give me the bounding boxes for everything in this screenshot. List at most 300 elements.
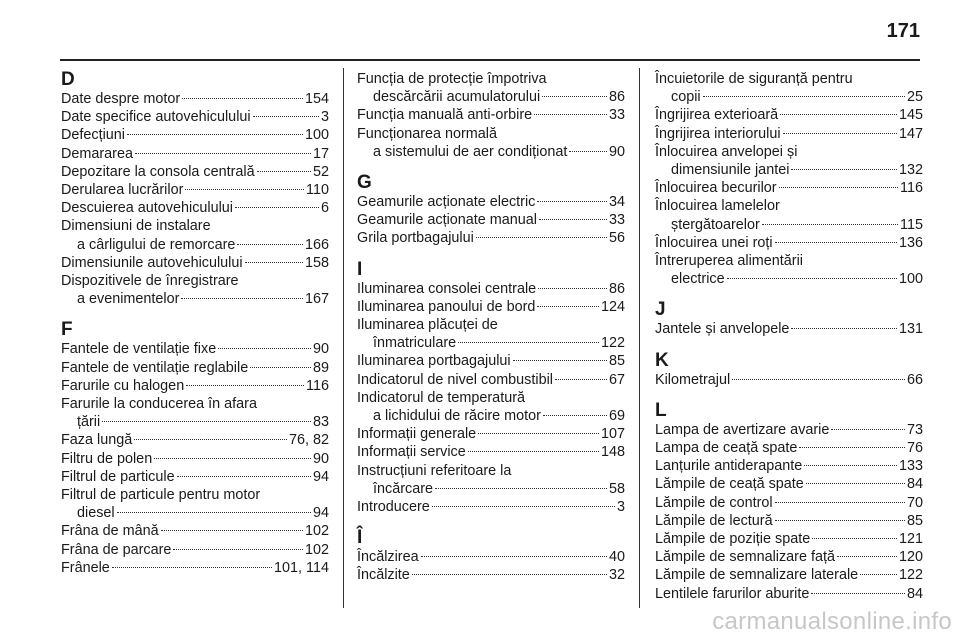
index-entry [61, 90, 329, 108]
index-entry [655, 70, 923, 106]
entry-page: 100 [304, 127, 329, 144]
entry-page: 76, 82 [288, 432, 329, 449]
entry-line [655, 106, 923, 124]
entry-page: 67 [608, 371, 625, 388]
index-entry [357, 298, 625, 316]
dot-leader [762, 224, 898, 225]
entry-line [655, 494, 923, 512]
entry-page: 90 [312, 341, 329, 358]
dot-leader [804, 465, 897, 466]
dot-leader [421, 556, 607, 557]
section-letter: K [655, 349, 669, 371]
entry-text: Farurile cu halogen [61, 377, 185, 394]
entry-text: a lichidului de răcire motor [373, 408, 541, 425]
entry-page: 90 [312, 450, 329, 467]
dot-leader [791, 169, 897, 170]
entry-text: ștergătoarelor [671, 216, 760, 233]
entry-page: 94 [312, 505, 329, 522]
entry-page: 124 [600, 298, 625, 315]
index-entry [357, 566, 625, 584]
entry-page: 133 [898, 458, 923, 475]
dot-leader [245, 262, 303, 263]
index-entry [61, 431, 329, 449]
entry-page: 122 [600, 335, 625, 352]
dot-leader [799, 447, 905, 448]
index-entry [61, 181, 329, 199]
dot-leader [253, 116, 319, 117]
entry-text: Îngrijirea interiorului [655, 125, 781, 142]
entry-line [655, 234, 923, 252]
index-entry [357, 211, 625, 229]
index-entry [655, 530, 923, 548]
entry-line [357, 443, 625, 461]
entry-page: 115 [900, 216, 923, 233]
entry-text: a cârligului de remorcare [77, 236, 236, 253]
index-entry [61, 254, 329, 272]
entry-line [61, 181, 329, 199]
entry-line-wrap [357, 316, 625, 334]
index-section [655, 300, 923, 338]
entry-text: Introducere [357, 499, 430, 516]
entry-line-wrap [61, 395, 329, 413]
entry-page: 101, 114 [274, 559, 329, 576]
entry-page: 154 [304, 91, 329, 107]
index-entry [655, 421, 923, 439]
index-entry [655, 143, 923, 179]
entry-text: Informații generale [357, 426, 477, 443]
dot-leader [569, 151, 607, 152]
index-entry [61, 359, 329, 377]
dot-leader [135, 153, 311, 154]
entry-line [357, 143, 625, 161]
dot-leader [435, 488, 607, 489]
index-entry [61, 163, 329, 181]
dot-leader [543, 415, 607, 416]
entry-line [357, 352, 625, 370]
entry-text: Indicatorul de nivel combustibil [357, 371, 553, 388]
dot-leader [534, 114, 607, 115]
index-entry [357, 498, 625, 516]
entry-page: 122 [898, 567, 923, 584]
index-entry [61, 486, 329, 522]
entry-text: Filtrul de particule pentru motor [61, 487, 261, 504]
entry-line [61, 541, 329, 559]
entry-page: 6 [320, 200, 329, 217]
index-section [357, 528, 625, 584]
index-entry [655, 566, 923, 584]
entry-page: 25 [906, 89, 923, 106]
index-entry [655, 371, 923, 389]
entry-line [61, 522, 329, 540]
dot-leader [812, 538, 897, 539]
entry-page: 116 [900, 180, 923, 197]
index-entry [357, 462, 625, 498]
entry-text: țării [77, 414, 101, 431]
entry-line-wrap [357, 125, 625, 143]
entry-line [61, 504, 329, 522]
entry-line [357, 229, 625, 247]
dot-leader [182, 98, 303, 99]
entry-page: 145 [898, 107, 923, 124]
entry-text: Frâna de parcare [61, 541, 172, 558]
dot-leader [186, 385, 304, 386]
entry-page: 32 [608, 567, 625, 584]
entry-line-wrap [61, 486, 329, 504]
dot-leader [112, 567, 272, 568]
entry-text: diesel [77, 505, 115, 522]
entry-text: Înlocuirea lamelelor [655, 198, 780, 215]
entry-line [61, 126, 329, 144]
entry-text: Iluminarea plăcuței de [357, 317, 498, 334]
entry-line [655, 457, 923, 475]
entry-text: Farurile la conducerea în afara [61, 396, 257, 413]
dot-leader [727, 278, 897, 279]
dot-leader [791, 328, 897, 329]
entry-text: copii [671, 89, 701, 106]
entry-text: Funcția de protecție împotriva [357, 71, 547, 87]
index-entry [655, 125, 923, 143]
entry-line [357, 425, 625, 443]
entry-line [357, 566, 625, 584]
entry-line-wrap [655, 70, 923, 88]
entry-page: 166 [304, 236, 329, 253]
dot-leader [538, 288, 607, 289]
entry-text: Întreruperea alimentării [655, 253, 803, 270]
entry-page: 121 [898, 531, 923, 548]
entry-line [357, 371, 625, 389]
entry-text: Lămpile de ceață spate [655, 476, 804, 493]
index-entry [357, 316, 625, 352]
dot-leader [185, 189, 304, 190]
entry-line [357, 480, 625, 498]
entry-page: 110 [306, 182, 329, 199]
entry-text: Informații service [357, 444, 466, 461]
index-section [655, 70, 923, 288]
entry-line [357, 106, 625, 124]
dot-leader [539, 219, 607, 220]
entry-page: 158 [304, 254, 329, 271]
entry-text: Date specifice autovehiculului [61, 109, 251, 126]
dot-leader [775, 520, 905, 521]
entry-line [61, 236, 329, 254]
entry-line [357, 407, 625, 425]
entry-line [655, 439, 923, 457]
dot-leader [476, 237, 607, 238]
entry-line [61, 431, 329, 449]
entry-text: Instrucțiuni referitoare la [357, 462, 512, 479]
entry-line [655, 270, 923, 288]
entry-page: 56 [608, 230, 625, 247]
entry-line [61, 254, 329, 272]
entry-text: Dimensiunile autovehiculului [61, 254, 243, 271]
dot-leader [779, 187, 898, 188]
dot-leader [780, 114, 897, 115]
index-entry [61, 108, 329, 126]
entry-line [357, 334, 625, 352]
index-entry [357, 425, 625, 443]
index-entry [61, 340, 329, 358]
entry-page: 33 [608, 107, 625, 124]
entry-page: 167 [304, 291, 329, 308]
entry-text: Lămpile de semnalizare laterale [655, 567, 859, 584]
dot-leader [154, 458, 311, 459]
dot-leader [177, 476, 311, 477]
entry-text: Geamurile acționate electric [357, 194, 536, 211]
entry-text: Date despre motor [61, 91, 181, 107]
index-section [357, 173, 625, 248]
section-letter: Î [357, 527, 363, 549]
entry-page: 58 [608, 480, 625, 497]
entry-page: 3 [320, 109, 329, 126]
entry-line [357, 280, 625, 298]
index-entry [655, 457, 923, 475]
entry-line [61, 413, 329, 431]
entry-text: Lampa de ceață spate [655, 440, 798, 457]
entry-page: 89 [312, 359, 329, 376]
index-entry [655, 234, 923, 252]
index-section [655, 401, 923, 603]
index-section [61, 320, 329, 577]
entry-line [357, 211, 625, 229]
dot-leader [806, 483, 905, 484]
index-entry [655, 475, 923, 493]
dot-leader [134, 439, 287, 440]
index-entry [61, 199, 329, 217]
index-entry [357, 125, 625, 161]
dot-leader [218, 348, 311, 349]
index-entry [357, 548, 625, 566]
entry-text: a sistemului de aer condiționat [373, 143, 568, 160]
dot-leader [513, 360, 607, 361]
dot-leader [860, 574, 897, 575]
index-entry [357, 371, 625, 389]
entry-line-wrap [655, 252, 923, 270]
entry-line [357, 298, 625, 316]
section-letter: G [357, 172, 372, 194]
entry-line [655, 216, 923, 234]
entry-text: Faza lungă [61, 432, 133, 449]
dot-leader [775, 242, 897, 243]
entry-line [655, 125, 923, 143]
index-entry [357, 229, 625, 247]
entry-text: Funcția manuală anti-orbire [357, 107, 533, 124]
entry-line-wrap [357, 389, 625, 407]
index-entry [61, 450, 329, 468]
dot-leader [783, 133, 897, 134]
entry-text: Încălzirea [357, 549, 419, 566]
index-entry [61, 559, 329, 577]
entry-page: 131 [898, 321, 923, 338]
entry-line [61, 290, 329, 308]
entry-page: 148 [600, 444, 625, 461]
index-entry [61, 377, 329, 395]
section-letter: I [357, 258, 363, 280]
entry-text: Funcționarea normală [357, 125, 497, 142]
entry-text: Grila portbagajului [357, 230, 474, 247]
entry-text: Înlocuirea becurilor [655, 180, 777, 197]
entry-line [655, 161, 923, 179]
index-entry [61, 541, 329, 559]
entry-line-wrap [357, 70, 625, 88]
index-entry [655, 585, 923, 603]
entry-text: Defecțiuni [61, 127, 125, 144]
index-entry [655, 197, 923, 233]
index-entry [61, 145, 329, 163]
entry-line [655, 88, 923, 106]
entry-line [357, 548, 625, 566]
entry-line [357, 193, 625, 211]
index-column-1 [61, 70, 329, 577]
entry-page: 86 [608, 280, 625, 297]
index-entry [357, 193, 625, 211]
entry-page: 76 [906, 440, 923, 457]
entry-page: 120 [898, 549, 923, 566]
entry-text: Înlocuirea unei roți [655, 234, 773, 251]
entry-line [655, 320, 923, 338]
dot-leader [478, 433, 599, 434]
entry-line [61, 145, 329, 163]
entry-line [61, 340, 329, 358]
index-section [357, 70, 625, 161]
entry-page: 90 [608, 143, 625, 160]
entry-page: 132 [898, 162, 923, 179]
dot-leader [811, 593, 905, 594]
entry-text: Indicatorul de temperatură [357, 389, 525, 406]
section-letter: D [61, 69, 75, 90]
entry-text: Dispozitivele de înregistrare [61, 273, 239, 290]
entry-page: 69 [608, 408, 625, 425]
entry-page: 84 [906, 476, 923, 493]
watermark: carmanualsonline.info [712, 608, 952, 635]
entry-page: 107 [600, 426, 625, 443]
dot-leader [235, 207, 319, 208]
index-entry [61, 217, 329, 253]
dot-leader [542, 96, 607, 97]
index-entry [357, 106, 625, 124]
entry-page: 85 [906, 512, 923, 529]
entry-text: a evenimentelor [77, 291, 180, 308]
index-section [61, 70, 329, 308]
entry-page: 33 [608, 212, 625, 229]
entry-line [61, 359, 329, 377]
index-entry [655, 494, 923, 512]
entry-line [61, 377, 329, 395]
entry-line [655, 421, 923, 439]
entry-text: Îngrijirea exterioară [655, 107, 779, 124]
dot-leader [537, 201, 607, 202]
entry-line-wrap [655, 143, 923, 161]
entry-line [655, 548, 923, 566]
dot-leader [468, 451, 599, 452]
entry-line [655, 475, 923, 493]
entry-page: 147 [898, 125, 923, 142]
index-entry [357, 70, 625, 106]
entry-page: 85 [608, 353, 625, 370]
entry-page: 73 [906, 421, 923, 438]
entry-text: Lămpile de control [655, 494, 773, 511]
section-letter: J [655, 299, 666, 321]
index-entry [655, 106, 923, 124]
entry-text: Filtrul de particule [61, 468, 175, 485]
entry-text: electrice [671, 271, 725, 288]
entry-text: Încuietorile de siguranță pentru [655, 71, 853, 87]
dot-leader [117, 512, 311, 513]
dot-leader [837, 556, 897, 557]
dot-leader [831, 429, 905, 430]
entry-line [655, 512, 923, 530]
entry-text: înmatriculare [373, 335, 457, 352]
entry-page: 34 [608, 194, 625, 211]
index-entry [655, 320, 923, 338]
dot-leader [732, 379, 905, 380]
entry-line [61, 559, 329, 577]
dot-leader [555, 379, 607, 380]
dot-leader [703, 96, 905, 97]
entry-text: descărcării acumulatorului [373, 89, 541, 106]
entry-text: Filtru de polen [61, 450, 153, 467]
entry-text: Lentilele farurilor aburite [655, 585, 810, 602]
entry-line [61, 90, 329, 108]
entry-text: Fantele de ventilație reglabile [61, 359, 249, 376]
dot-leader [458, 342, 599, 343]
entry-page: 102 [304, 541, 329, 558]
column-divider-2 [639, 68, 640, 608]
entry-text: Jantele și anvelopele [655, 321, 790, 338]
dot-leader [775, 502, 905, 503]
entry-text: Înlocuirea anvelopei și [655, 143, 798, 160]
entry-page: 136 [898, 234, 923, 251]
dot-leader [537, 306, 599, 307]
entry-line-wrap [655, 197, 923, 215]
dot-leader [102, 421, 311, 422]
entry-line [357, 498, 625, 516]
section-letter: L [655, 399, 667, 421]
entry-text: Frâna de mână [61, 523, 159, 540]
entry-line-wrap [61, 272, 329, 290]
entry-line-wrap [61, 217, 329, 235]
entry-text: încărcare [373, 480, 433, 497]
dot-leader [432, 506, 615, 507]
entry-page: 94 [312, 468, 329, 485]
entry-page: 17 [312, 145, 329, 162]
entry-line [61, 468, 329, 486]
entry-page: 84 [906, 585, 923, 602]
entry-text: Derularea lucrărilor [61, 182, 184, 199]
entry-page: 116 [306, 377, 329, 394]
entry-line [655, 371, 923, 389]
index-entry [655, 252, 923, 288]
entry-text: Lămpile de lectură [655, 512, 773, 529]
entry-page: 52 [312, 163, 329, 180]
entry-text: dimensiunile jantei [671, 162, 790, 179]
index-entry [61, 126, 329, 144]
index-entry [655, 548, 923, 566]
index-section [655, 351, 923, 389]
dot-leader [127, 134, 303, 135]
entry-line [61, 163, 329, 181]
entry-text: Iluminarea consolei centrale [357, 280, 537, 297]
index-entry [655, 512, 923, 530]
entry-text: Descuierea autovehiculului [61, 200, 233, 217]
entry-text: Iluminarea portbagajului [357, 353, 511, 370]
entry-line [61, 450, 329, 468]
entry-text: Lămpile de poziție spate [655, 531, 811, 548]
dot-leader [412, 574, 607, 575]
entry-line [61, 199, 329, 217]
entry-page: 102 [304, 523, 329, 540]
entry-line [655, 179, 923, 197]
index-entry [357, 389, 625, 425]
